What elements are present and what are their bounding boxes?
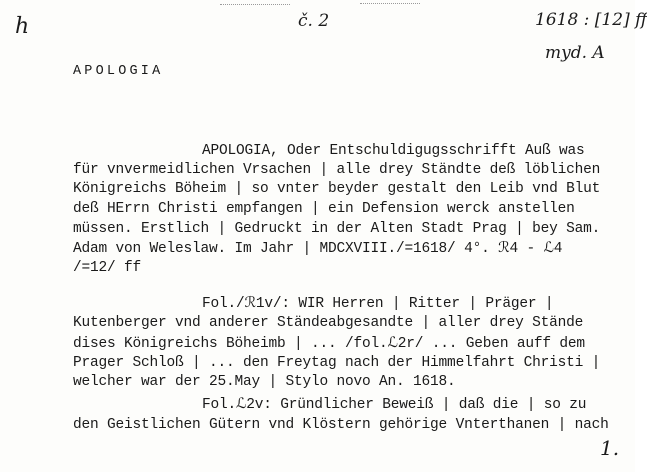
card-text-line: Fol./ℛ1v/: WIR Herren | Ritter | Präger | xyxy=(202,296,554,312)
card-text-line: Königreichs Böheim | so vnter beyder gestalt den Leib vnd Blut xyxy=(73,181,601,197)
card-text-line: APOLOGIA, Oder Entschuldigugsschrifft Auß was xyxy=(202,143,585,159)
card-text-line: dises Königreichs Böheimb | ... /fol.ℒ2r/ ... Geben auff dem xyxy=(73,336,585,352)
card-text-line: den Geistlichen Gütern vnd Klöstern gehörige Vnterthanen | nach xyxy=(73,417,609,433)
card-text-line: deß HErrn Christi empfangen | ein Defension werck anstellen xyxy=(73,201,575,217)
card-text-line: Prager Schloß | ... den Freytag nach der Himmelfahrt Christi | xyxy=(73,355,601,371)
card-text-line: welcher war der 25.May | Stylo novo An. 1618. xyxy=(73,374,456,390)
scan-speck xyxy=(220,4,290,5)
handwritten-top-center-mark: č. 2 xyxy=(298,11,330,31)
handwritten-right-note: myd. A xyxy=(545,43,605,63)
card-text-line: für vnvermeidlichen Vrsachen | alle drey Ständte deß löblichen xyxy=(73,162,601,178)
handwritten-top-left-mark: h xyxy=(15,14,30,39)
card-text-line: Fol.ℒ2v: Gründlicher Beweiß | daß die | so zu xyxy=(202,397,587,413)
card-text-line: müssen. Erstlich | Gedruckt in der Alten Stadt Prag | bey Sam. xyxy=(73,221,601,237)
card-text-line: Kutenberger vnd anderer Ständeabgesandte | aller drey Stände xyxy=(73,315,584,331)
handwritten-bottom-right-mark: 1. xyxy=(600,436,620,460)
handwritten-top-right-reference: 1618 : [12] ff xyxy=(535,10,647,30)
card-heading: APOLOGIA xyxy=(73,64,164,79)
card-text-line: Adam von Weleslaw. Im Jahr | MDCXVIII./=1618/ 4°. ℛ4 - ℒ4 xyxy=(73,241,563,257)
scan-speck xyxy=(360,3,420,4)
card-text-line: /=12/ ff xyxy=(73,260,142,276)
